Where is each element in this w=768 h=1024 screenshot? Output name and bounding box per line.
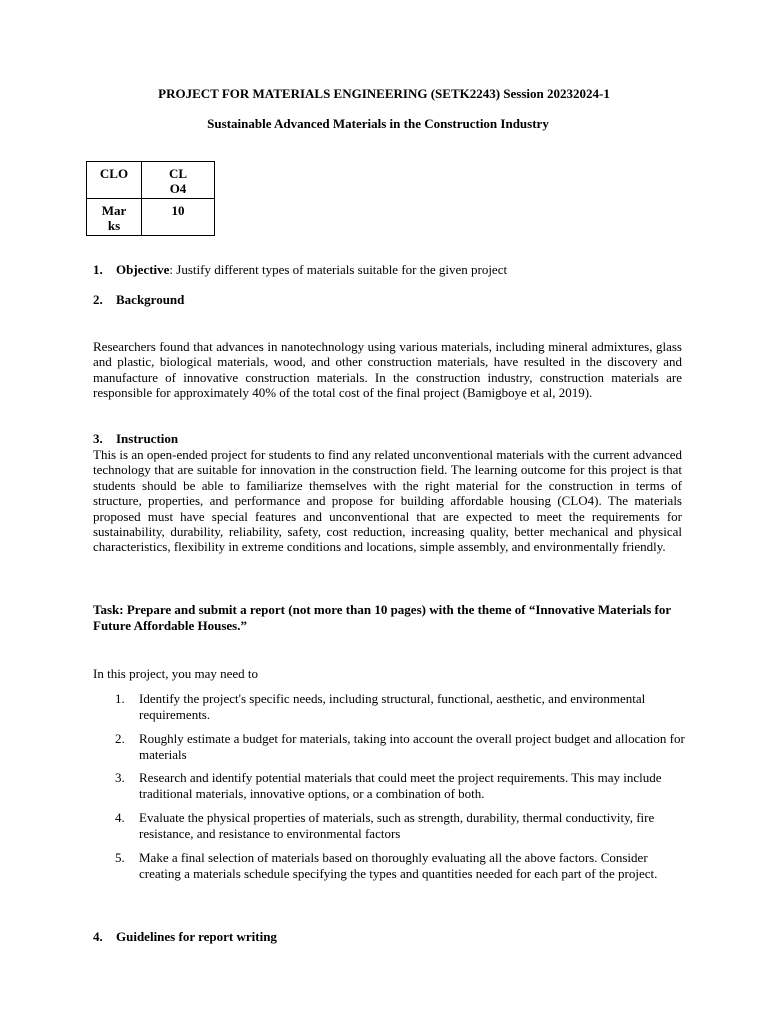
objective-text: : Justify different types of materials suitable for the given project bbox=[169, 262, 508, 277]
section-number: 1. bbox=[93, 262, 103, 277]
document-title: PROJECT FOR MATERIALS ENGINEERING (SETK2243) Session 20232024-1 bbox=[158, 86, 610, 101]
section-heading-instruction: Instruction bbox=[116, 431, 179, 446]
table-cell-marks-label: Marks bbox=[87, 199, 142, 236]
section-number: 2. bbox=[93, 292, 103, 307]
background-paragraph: Researchers found that advances in nanotechnology using various materials, including mineral admixtures, glass and plastic, biological materials, wood, and other construction materials, have resulted in the discovery and manufacture of innovative construction materials. In the construction industry, construction materials are responsible for approximately 40% of the total cost of the final project (Bamigboye et al, 2019). bbox=[93, 339, 682, 401]
section-heading-background: Background bbox=[116, 292, 185, 307]
list-item: 1. Identify the project's specific needs, including structural, functional, aesthetic, and environmental requirements. bbox=[115, 691, 646, 722]
steps-intro: In this project, you may need to bbox=[93, 666, 258, 681]
background-heading bbox=[93, 292, 184, 308]
clo-marks-table bbox=[86, 161, 215, 236]
document-subtitle: Sustainable Advanced Materials in the Construction Industry bbox=[207, 116, 549, 131]
table-cell-clo-label: CLO bbox=[87, 162, 142, 199]
task-statement: Task: Prepare and submit a report (not more than 10 pages) with the theme of “Innovative Materials for Future Affordable Houses.” bbox=[93, 602, 671, 633]
instruction-paragraph: This is an open-ended project for students to find any related unconventional materials with the current advanced technology that are suitable for innovation in the construction field. The learning outcome for this project is that students should be able to familiarize themselves with the right material for the construction in terms of structure, properties, and performance and propose for building affordable housing (CLO4). The materials proposed must have special features and unconventional that are expected to meet the requirements for sustainability, durability, reliability, safety, cost reduction, increasing quality, better mechanical and physical characteristics, flexibility in extreme conditions and locations, simple assembly, and environmentally friendly. bbox=[93, 447, 682, 555]
list-item: 2. Roughly estimate a budget for materials, taking into account the overall project budget and allocation for materials bbox=[115, 731, 685, 762]
section-number: 3. bbox=[93, 431, 103, 446]
instruction-heading bbox=[93, 431, 178, 447]
objective-line bbox=[93, 262, 507, 278]
table-cell-clo-value: CLO4 bbox=[142, 162, 215, 199]
list-item: 4. Evaluate the physical properties of materials, such as strength, durability, thermal conductivity, fire resistance, and resistance to environmental factors bbox=[115, 810, 655, 841]
section-number: 4. bbox=[93, 929, 103, 944]
table-row bbox=[87, 199, 215, 236]
table-cell-marks-value: 10 bbox=[142, 199, 215, 236]
section-heading-objective: Objective bbox=[116, 262, 170, 277]
table-row bbox=[87, 162, 215, 199]
section-heading-guidelines: Guidelines for report writing bbox=[116, 929, 277, 944]
list-item: 5. Make a final selection of materials based on thoroughly evaluating all the above factors. Consider creating a materials schedule specifying the types and quantities needed for each part of the project. bbox=[115, 850, 658, 881]
guidelines-heading bbox=[93, 929, 277, 945]
list-item: 3. Research and identify potential materials that could meet the project requirements. This may include traditional materials, innovative options, or a combination of both. bbox=[115, 770, 662, 801]
